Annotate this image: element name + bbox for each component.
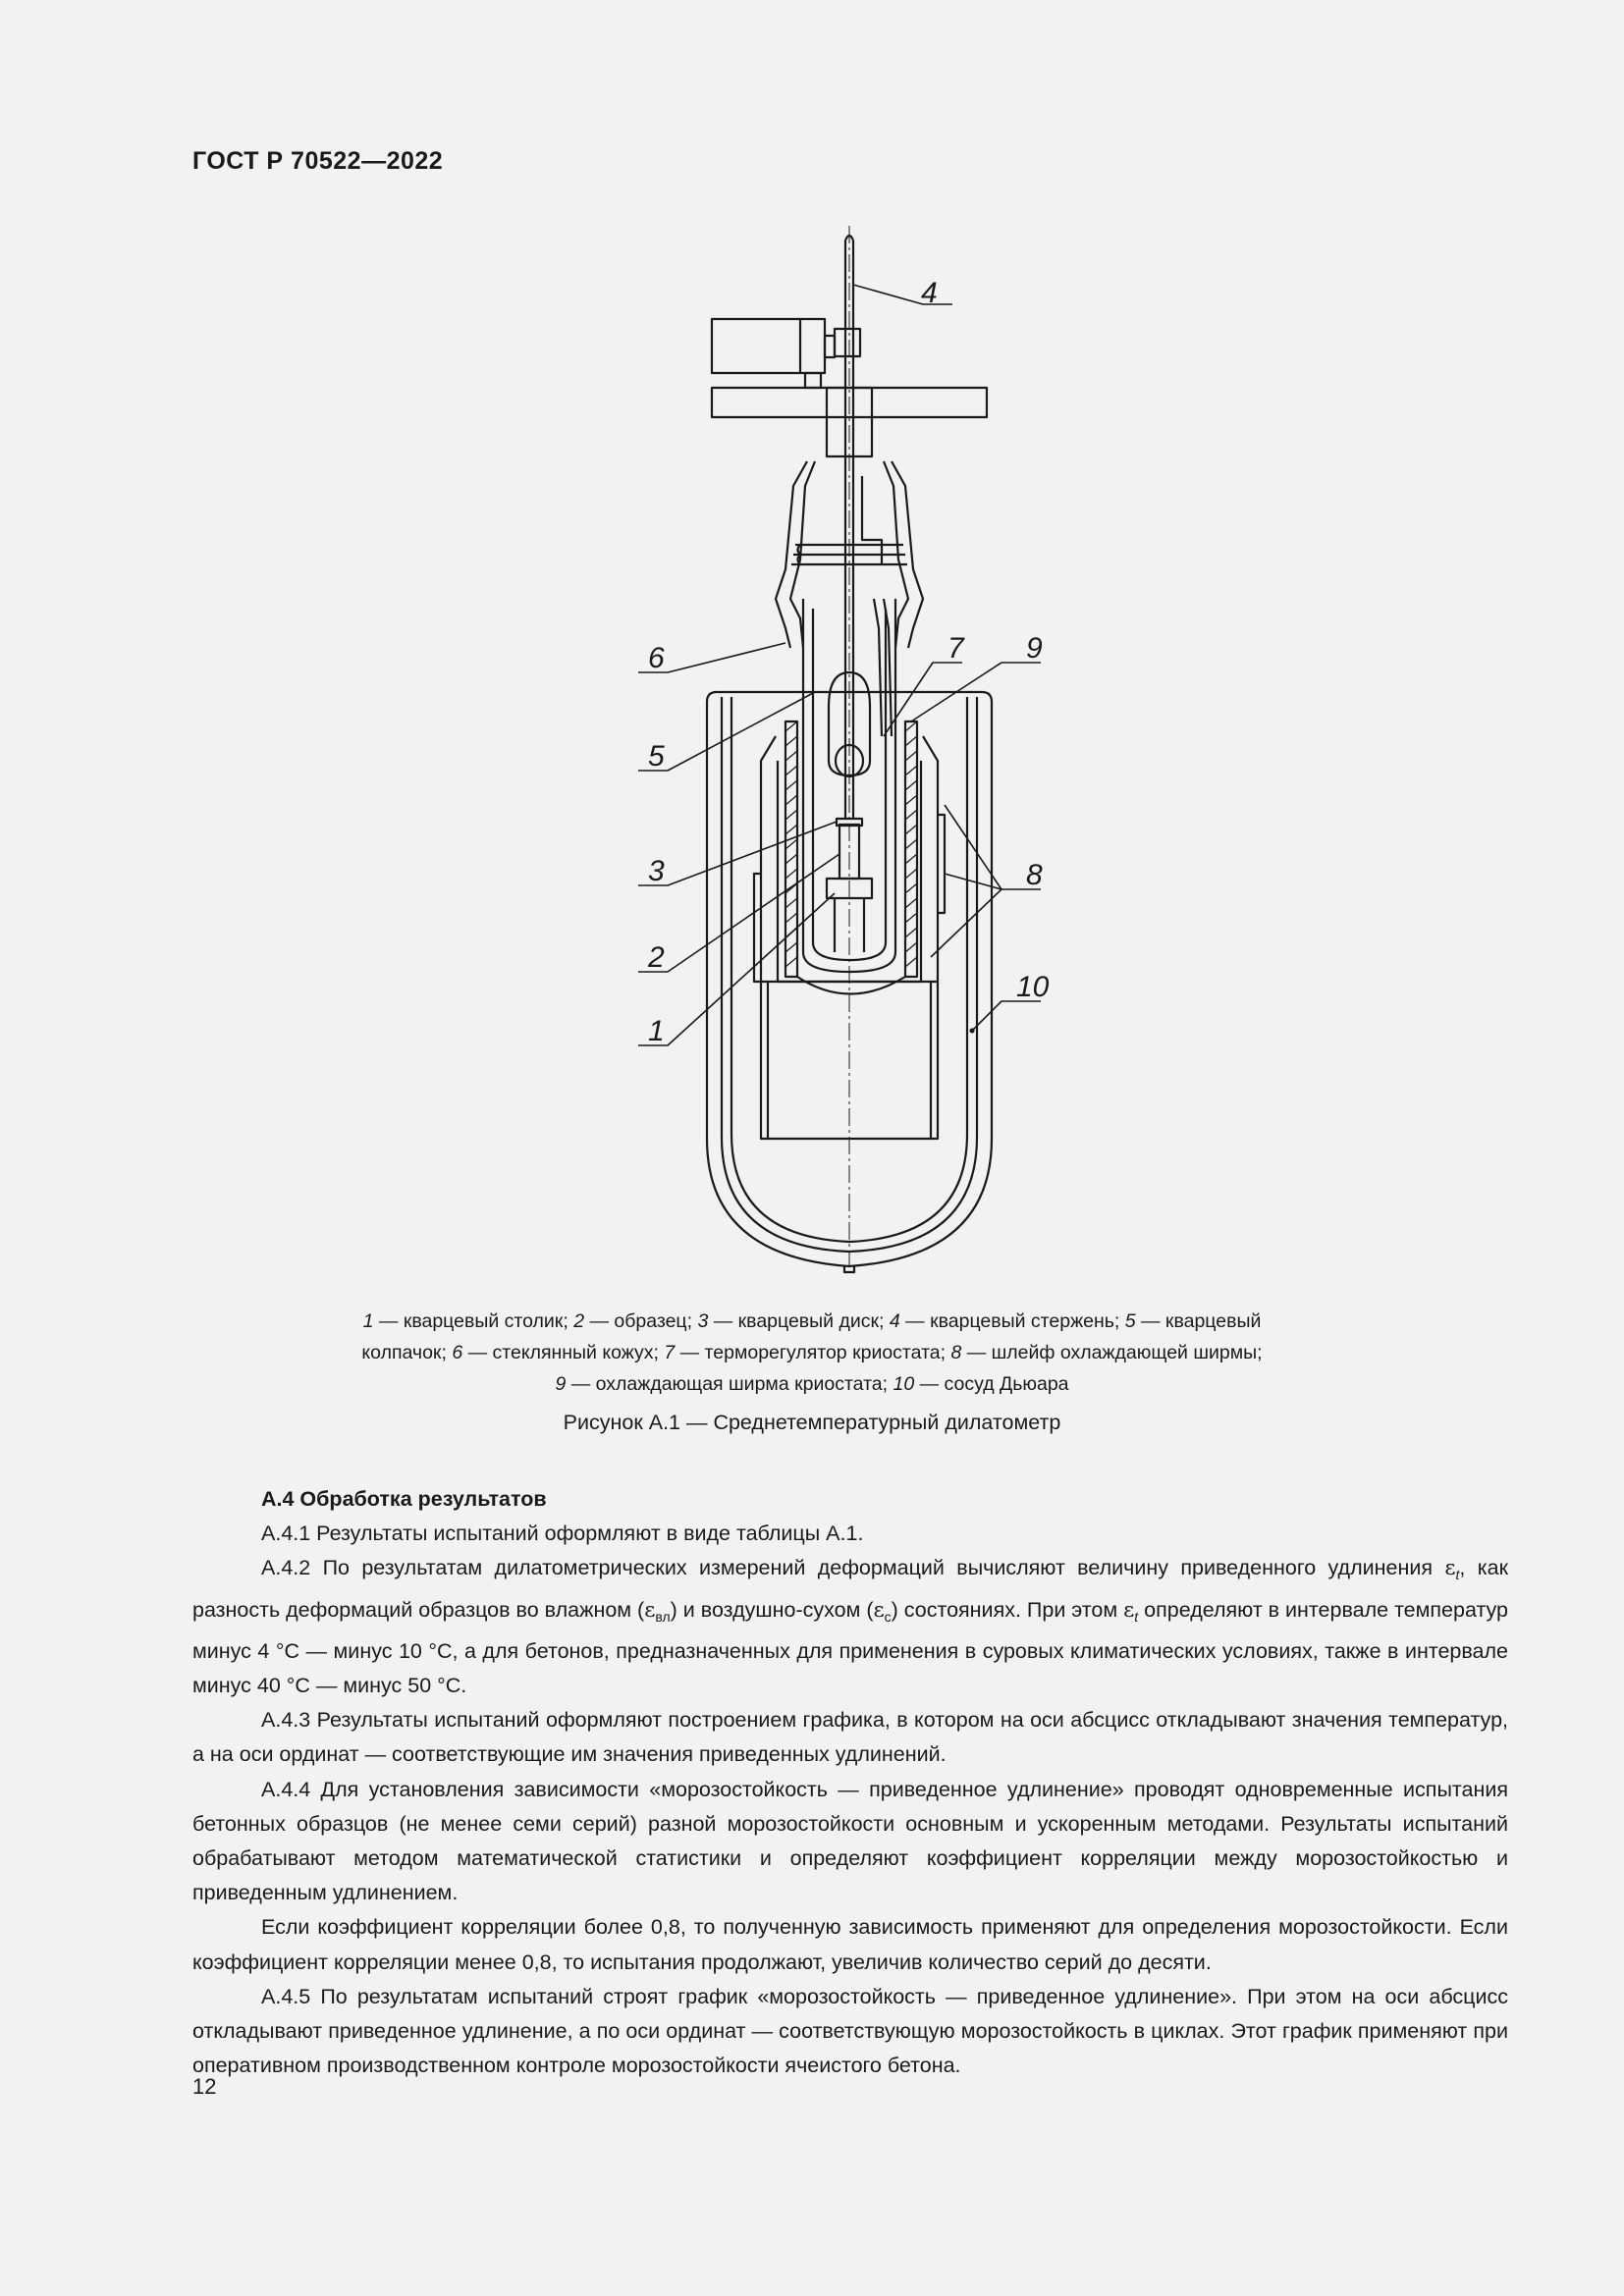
heater-right-hatch [905,721,917,967]
paragraph-a44-cont: Если коэффициент корреляции более 0,8, то полученную зависимость применяют для определения морозостойкости. Если коэффициент корреляции менее 0,8, то испытания продолжают, увеличив количество серий до десяти. [192,1915,1508,1974]
clamp-screw [825,336,835,357]
legend-line-2: колпачок; 6 — стеклянный кожух; 7 — терморегулятор криостата; 8 — шлейф охлаждающей ширмы; [361,1342,1263,1363]
rod-holder [835,329,860,356]
callout-9: 9 [1026,632,1043,665]
paragraph-a45: А.4.5 По результатам испытаний строят график «морозостойкость — приведенное удлинение». При этом на оси абсцисс откладывают приведенное удлинение, а по оси ординат — соответствующую морозостойкость в циклах. Этот график применяют при оперативном производственном контроле морозостойкости ячеистого бетона. [192,1984,1508,2078]
section-body [192,1482,1508,2083]
dilatometer-figure [550,226,1060,1276]
figure-legend [255,1306,1369,1400]
leader-4 [853,285,952,304]
dilatometer-drawing [550,226,1060,1276]
callout-7: 7 [947,632,964,665]
legend-line-1: 1 — кварцевый столик; 2 — образец; 3 — кварцевый диск; 4 — кварцевый стержень; 5 — кварцевый [362,1310,1262,1332]
callout-8: 8 [1026,859,1043,891]
leader-10-dot [970,1029,975,1034]
cooling-screen-loop [797,977,905,994]
paragraph-a43: А.4.3 Результаты испытаний оформляют построением графика, в котором на оси абсцисс откладывают значения температур, а на оси ординат — соответствующие им значения приведенных удлинений. [192,1708,1508,1767]
document-code: ГОСТ Р 70522—2022 [192,147,444,175]
callout-6: 6 [648,642,665,674]
callout-5: 5 [648,740,665,773]
bar-nut-left [805,373,821,388]
paragraph-a41: А.4.1 Результаты испытаний оформляют в виде таблицы А.1. [261,1522,864,1546]
callout-2: 2 [648,941,665,974]
section-heading: А.4 Обработка результатов [261,1487,547,1511]
callout-1: 1 [648,1015,665,1047]
heater-left-hatch [785,721,797,967]
leader-10 [972,1001,1041,1031]
clamp-block [712,319,825,373]
rod-bend [862,476,882,564]
leader-8c [931,889,1041,957]
callout-3: 3 [648,855,665,887]
figure-caption: Рисунок А.1 — Среднетемпературный дилатометр [563,1411,1061,1434]
leader-1 [638,893,835,1045]
callout-4: 4 [921,277,938,309]
leader-2 [638,854,839,972]
page-number: 12 [192,2074,217,2099]
callout-10: 10 [1016,971,1050,1003]
paragraph-a44: А.4.4 Для установления зависимости «морозостойкость — приведенное удлинение» проводят одновременные испытания бетонных образцов (не менее семи серий) разной морозостойкости основным и ускоренным методами. Результаты испытаний обрабатывают методом математической статистики и определяют коэффициент корреляции между морозостойкостью и приведенным удлинением. [192,1777,1508,1905]
legend-line-3: 9 — охлаждающая ширма криостата; 10 — сосуд Дьюара [555,1373,1069,1395]
regulator-tube [874,599,882,736]
paragraph-a42: А.4.2 По результатам дилатометрических измерений деформаций вычисляют величину приведенного удлинения $\varepsilon_t$, как разность деформаций образцов во влажном $(\varepsilon_{вл})$ и воздушно-сухом $(\varepsilon_с)$ состояниях. При этом $\varepsilon_t$ определяют в интервале температур минус 4 °С — минус 10 °С, а для бетонов, предназначенных для применения в суровых климатических условиях, также в интервале минус 40 °С — минус 50 °С. [192,1556,1509,1698]
